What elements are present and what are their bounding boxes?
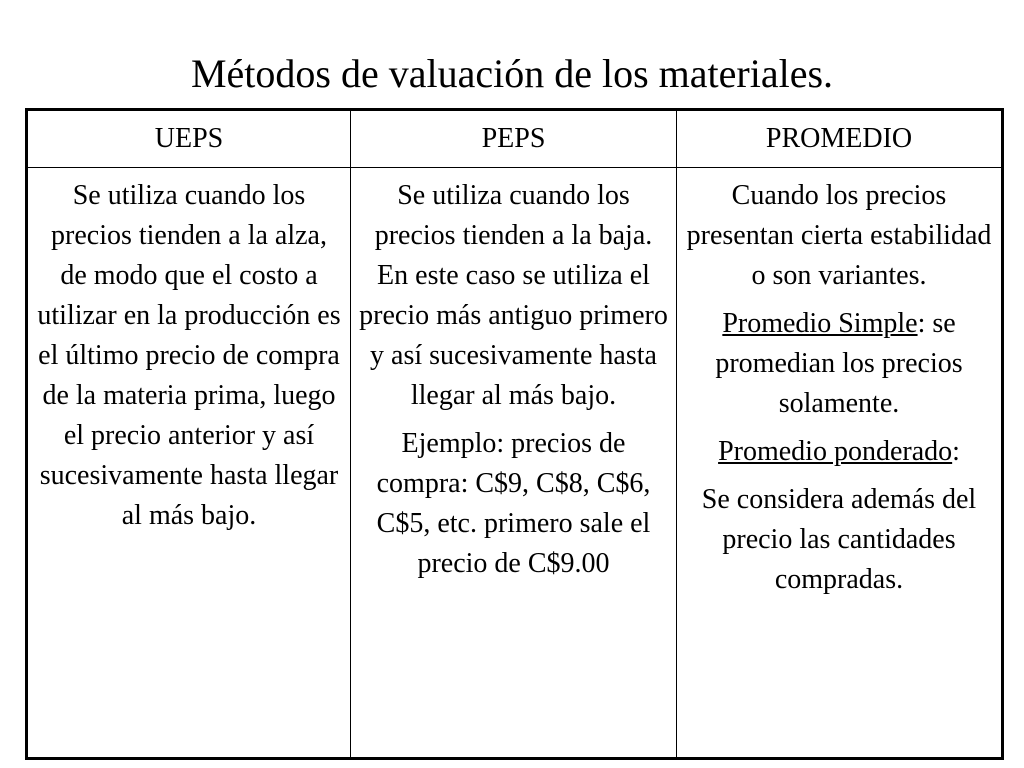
promedio-simple-text: : se promedian los precios solamente. bbox=[715, 308, 963, 419]
table-body-row bbox=[27, 168, 1003, 759]
peps-description: Se utiliza cuando los precios tienden a la baja. En este caso se utiliza el precio más antiguo primero y así sucesivamente hasta llegar al más bajo. bbox=[359, 180, 668, 411]
valuation-methods-table bbox=[25, 108, 1004, 760]
header-promedio: PROMEDIO bbox=[677, 110, 1003, 168]
cell-promedio bbox=[677, 168, 1003, 759]
promedio-ponderado bbox=[685, 432, 993, 472]
cell-ueps bbox=[27, 168, 351, 759]
ueps-description: Se utiliza cuando los precios tienden a la alza, de modo que el costo a utilizar en la producción es el último precio de compra de la materia prima, luego el precio anterior y así sucesivamente hasta llegar al más bajo. bbox=[37, 180, 341, 531]
promedio-intro: Cuando los precios presentan cierta estabilidad o son variantes. bbox=[686, 180, 992, 291]
slide-title: Métodos de valuación de los materiales. bbox=[190, 51, 834, 96]
header-peps: PEPS bbox=[351, 110, 677, 168]
peps-example: Ejemplo: precios de compra: C$9, C$8, C$6, C$5, etc. primero sale el precio de C$9.00 bbox=[376, 428, 651, 579]
table-header-row bbox=[27, 110, 1003, 168]
promedio-simple-label: Promedio Simple bbox=[722, 308, 918, 339]
promedio-simple bbox=[685, 304, 993, 424]
promedio-ponderado-colon: : bbox=[952, 436, 960, 467]
promedio-ponderado-text: Se considera además del precio las cantidades compradas. bbox=[701, 484, 977, 595]
cell-peps bbox=[351, 168, 677, 759]
header-ueps: UEPS bbox=[27, 110, 351, 168]
promedio-ponderado-label: Promedio ponderado bbox=[718, 436, 953, 467]
